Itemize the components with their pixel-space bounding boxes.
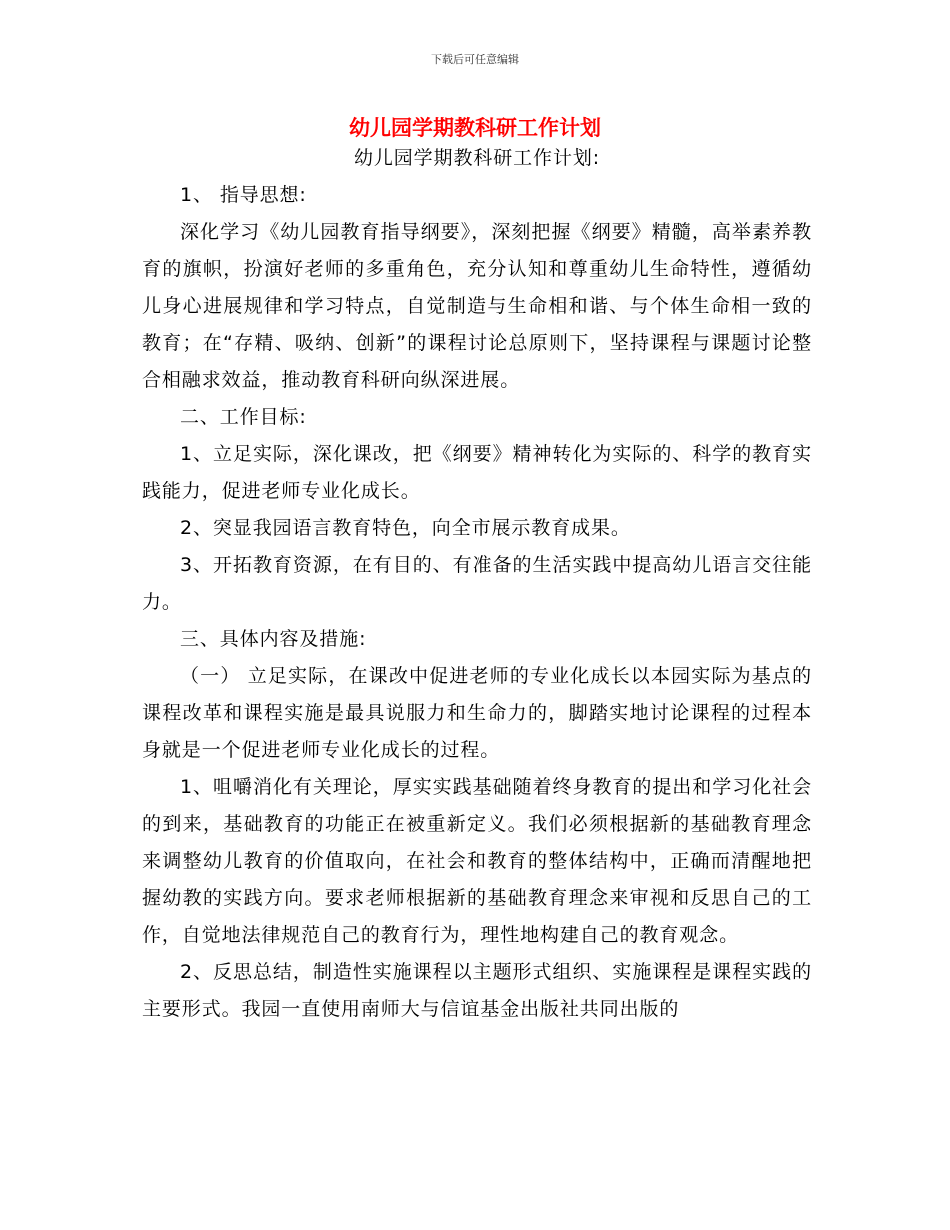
document-subtitle: 幼儿园学期教科研工作计划:: [353, 147, 601, 169]
section-heading-work-goals: 二、工作目标:: [180, 406, 307, 428]
document-title: 幼儿园学期教科研工作计划: [349, 116, 601, 140]
paragraph: 2、反思总结，制造性实施课程以主题形式组织、实施课程是课程实践的主要形式。我园一直使用南师大与信谊基金出版社共同出版的: [142, 961, 812, 1020]
section-heading-guiding-thought: 1、 指导思想:: [180, 184, 307, 206]
section-heading-content-measures: 三、具体内容及措施:: [180, 628, 367, 650]
paragraph: 1、咀嚼消化有关理论，厚实实践基础随着终身教育的提出和学习化社会的到来，基础教育的功能正在被重新定义。我们必须根据新的基础教育理念来调整幼儿教育的价值取向，在社会和教育的整体结构中，正确而清醒地把握幼教的实践方向。要求老师根据新的基础教育理念来审视和反思自己的工作，自觉地法律规范自己的教育行为，理性地构建自己的教育观念。: [142, 776, 812, 946]
header-note: 下载后可任意编辑: [431, 53, 519, 66]
paragraph: 3、开拓教育资源，在有目的、有准备的生活实践中提高幼儿语言交往能力。: [142, 554, 812, 613]
paragraph: 1、立足实际，深化课改，把《纲要》精神转化为实际的、科学的教育实践能力，促进老师专业化成长。: [142, 443, 812, 502]
paragraph: 2、突显我园语言教育特色，向全市展示教育成果。: [180, 517, 631, 539]
paragraph: 深化学习《幼儿园教育指导纲要》，深刻把握《纲要》精髓，高举素养教育的旗帜，扮演好老师的多重角色，充分认知和尊重幼儿生命特性，遵循幼儿身心进展规律和学习特点，自觉制造与生命相和谐、与个体生命相一致的教育；在“存精、吸纳、创新”的课程讨论总原则下，坚持课程与课题讨论整合相融求效益，推动教育科研向纵深进展。: [142, 221, 812, 391]
document-body: [142, 140, 812, 1028]
paragraph: （一） 立足实际，在课改中促进老师的专业化成长以本园实际为基点的课程改革和课程实施是最具说服力和生命力的，脚踏实地讨论课程的过程本身就是一个促进老师专业化成长的过程。: [142, 665, 812, 761]
